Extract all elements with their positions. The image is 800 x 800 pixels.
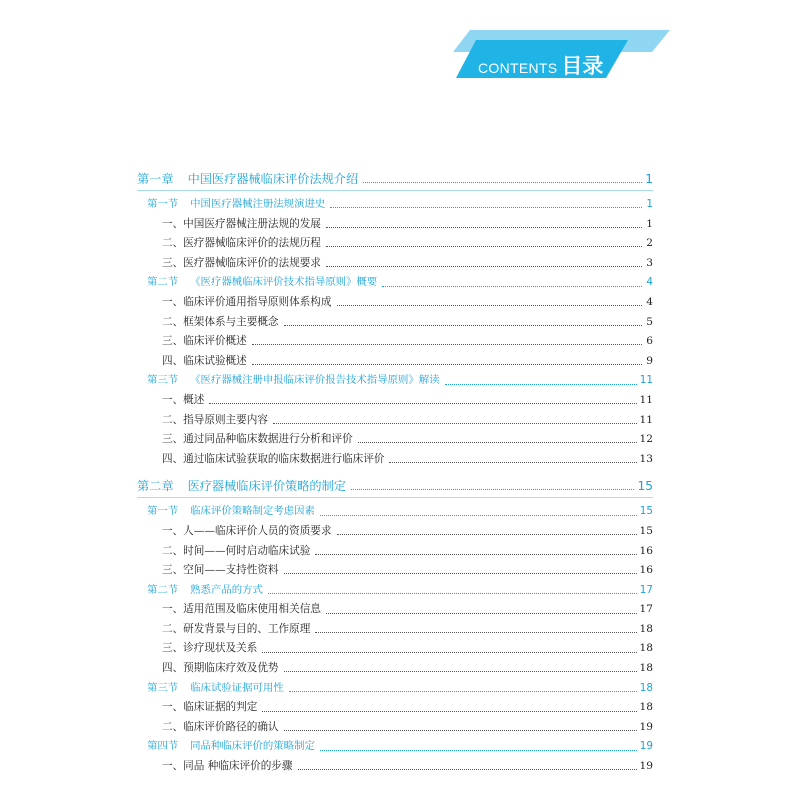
section-page-number: 17 — [639, 583, 653, 596]
toc-item[interactable] — [137, 215, 653, 235]
toc-item[interactable] — [137, 639, 653, 659]
section-title: 中国医疗器械注册法规演进史 — [190, 198, 326, 210]
toc-item[interactable] — [137, 352, 653, 372]
dot-leader — [363, 182, 642, 183]
section-number: 第二节 — [147, 583, 179, 596]
section-entry[interactable] — [137, 502, 653, 522]
section-page-number: 1 — [646, 198, 653, 210]
item-page-number: 15 — [639, 524, 653, 537]
dot-leader — [358, 442, 637, 443]
item-page-number: 5 — [646, 315, 653, 328]
section-title: 临床试验证据可用性 — [190, 681, 284, 694]
dot-leader — [320, 515, 637, 516]
section-title-group — [147, 273, 377, 293]
section-title: 临床评价策略制定考虑因素 — [190, 505, 315, 518]
chapter-page-number: 15 — [637, 479, 653, 494]
dot-leader — [326, 613, 637, 614]
dot-leader — [252, 344, 642, 345]
dot-leader — [445, 384, 637, 385]
item-page-number: 16 — [639, 564, 653, 577]
section-title: 同品种临床评价的策略制定 — [190, 740, 315, 753]
banner-shape — [0, 0, 800, 110]
section-title: 《医疗器械注册申报临床评价报告技术指导原则》解读 — [190, 374, 440, 387]
toc-item[interactable] — [137, 600, 653, 620]
section-title-group — [147, 581, 263, 601]
item-page-number: 19 — [639, 760, 653, 773]
dot-leader — [326, 227, 642, 228]
toc-item[interactable] — [137, 620, 653, 640]
toc-item[interactable] — [137, 757, 653, 777]
item-page-number: 18 — [639, 662, 653, 675]
section-title-group — [147, 737, 315, 757]
chapter-title: 医疗器械临床评价策略的制定 — [187, 479, 346, 494]
chapter-page-number: 1 — [645, 172, 653, 186]
section-title-group — [147, 195, 325, 215]
chapter-heading — [137, 168, 653, 191]
banner-label-cn: 目录 — [561, 54, 604, 78]
toc-item[interactable] — [137, 313, 653, 333]
item-title: 一、概述 — [162, 393, 205, 406]
toc-item[interactable] — [137, 391, 653, 411]
chapter-entry[interactable] — [137, 168, 653, 190]
chapter-title-group — [137, 475, 346, 497]
item-page-number: 18 — [639, 701, 653, 714]
item-page-number: 3 — [646, 256, 653, 269]
dot-leader — [273, 423, 637, 424]
dot-leader — [326, 246, 642, 247]
dot-leader — [315, 632, 636, 633]
toc-item[interactable] — [137, 522, 653, 542]
dot-leader — [315, 554, 636, 555]
toc-item[interactable] — [137, 430, 653, 450]
item-title: 二、时间——何时启动临床试验 — [162, 544, 311, 557]
toc-item[interactable] — [137, 718, 653, 738]
item-page-number: 4 — [646, 295, 653, 308]
toc-item[interactable] — [137, 411, 653, 431]
item-title: 三、通过同品种临床数据进行分析和评价 — [162, 433, 353, 446]
banner-label-en: CONTENTS — [478, 60, 558, 76]
dot-leader — [268, 593, 637, 594]
table-of-contents — [137, 168, 653, 777]
toc-item[interactable] — [137, 659, 653, 679]
item-title: 一、中国医疗器械注册法规的发展 — [162, 217, 321, 230]
item-page-number: 11 — [639, 393, 653, 406]
item-title: 四、临床试验概述 — [162, 354, 247, 367]
item-page-number: 9 — [646, 354, 653, 367]
dot-leader — [284, 671, 637, 672]
section-number: 第一节 — [147, 505, 179, 518]
section-page-number: 18 — [639, 681, 653, 694]
item-title: 三、诊疗现状及关系 — [162, 642, 258, 655]
item-title: 一、人——临床评价人员的资质要求 — [162, 524, 332, 537]
toc-item[interactable] — [137, 698, 653, 718]
section-title: 《医疗器械临床评价技术指导原则》概要 — [190, 276, 378, 289]
section-title-group — [147, 502, 315, 522]
item-title: 一、同品 种临床评价的步骤 — [162, 760, 293, 773]
dot-leader — [298, 769, 637, 770]
toc-item[interactable] — [137, 542, 653, 562]
dot-leader — [326, 266, 642, 267]
item-title: 一、适用范围及临床使用相关信息 — [162, 603, 321, 616]
section-number: 第一节 — [147, 198, 179, 210]
dot-leader — [337, 534, 637, 535]
item-title: 二、研发背景与目的、工作原理 — [162, 622, 311, 635]
dot-leader — [284, 325, 642, 326]
section-title: 熟悉产品的方式 — [190, 583, 263, 596]
item-title: 四、预期临床疗效及优势 — [162, 662, 279, 675]
toc-item[interactable] — [137, 293, 653, 313]
section-number: 第四节 — [147, 740, 179, 753]
section-page-number: 4 — [646, 276, 653, 289]
section-title-group — [147, 371, 440, 391]
section-page-number: 11 — [639, 374, 653, 387]
dot-leader — [330, 207, 642, 208]
item-page-number: 1 — [646, 217, 653, 230]
dot-leader — [337, 305, 643, 306]
dot-leader — [320, 750, 637, 751]
item-title: 二、医疗器械临床评价的法规历程 — [162, 237, 321, 250]
section-entry[interactable] — [137, 581, 653, 601]
item-page-number: 16 — [639, 544, 653, 557]
item-page-number: 13 — [639, 452, 653, 465]
dot-leader — [382, 286, 642, 287]
chapter-number: 第二章 — [137, 479, 174, 494]
section-number: 第二节 — [147, 276, 179, 289]
section-page-number: 19 — [639, 740, 653, 753]
chapter-heading — [137, 475, 653, 498]
section-entry[interactable] — [137, 371, 653, 391]
item-page-number: 19 — [639, 720, 653, 733]
item-page-number: 17 — [639, 603, 653, 616]
item-page-number: 18 — [639, 642, 653, 655]
contents-banner — [0, 0, 800, 110]
item-page-number: 11 — [639, 413, 653, 426]
section-entry[interactable] — [137, 273, 653, 293]
item-title: 一、临床证据的判定 — [162, 701, 258, 714]
section-entry[interactable] — [137, 737, 653, 757]
section-entry[interactable] — [137, 195, 653, 215]
item-title: 三、医疗器械临床评价的法规要求 — [162, 256, 321, 269]
toc-item[interactable] — [137, 234, 653, 254]
toc-item[interactable] — [137, 332, 653, 352]
toc-item[interactable] — [137, 561, 653, 581]
chapter-entry[interactable] — [137, 475, 653, 497]
item-title: 三、临床评价概述 — [162, 335, 247, 348]
dot-leader — [284, 573, 637, 574]
toc-item[interactable] — [137, 450, 653, 470]
item-title: 三、空间——支持性资料 — [162, 564, 279, 577]
dot-leader — [262, 652, 636, 653]
section-number: 第三节 — [147, 681, 179, 694]
banner-title — [478, 50, 604, 78]
item-page-number: 6 — [646, 335, 653, 348]
chapter-title: 中国医疗器械临床评价法规介绍 — [187, 172, 359, 186]
item-title: 二、临床评价路径的确认 — [162, 720, 279, 733]
section-entry[interactable] — [137, 679, 653, 699]
chapter-title-group — [137, 168, 358, 190]
item-title: 一、临床评价通用指导原则体系构成 — [162, 295, 332, 308]
dot-leader — [284, 730, 637, 731]
item-page-number: 18 — [639, 622, 653, 635]
dot-leader — [209, 403, 636, 404]
dot-leader — [262, 711, 636, 712]
section-number: 第三节 — [147, 374, 179, 387]
item-title: 二、指导原则主要内容 — [162, 413, 268, 426]
dot-leader — [252, 364, 642, 365]
dot-leader — [389, 462, 636, 463]
section-title-group — [147, 679, 284, 699]
chapter-number: 第一章 — [137, 172, 174, 186]
item-title: 四、通过临床试验获取的临床数据进行临床评价 — [162, 452, 385, 465]
section-page-number: 15 — [639, 505, 653, 518]
item-page-number: 2 — [646, 237, 653, 250]
toc-item[interactable] — [137, 254, 653, 274]
dot-leader — [351, 489, 634, 490]
item-title: 二、框架体系与主要概念 — [162, 315, 279, 328]
dot-leader — [289, 691, 637, 692]
item-page-number: 12 — [639, 433, 653, 446]
